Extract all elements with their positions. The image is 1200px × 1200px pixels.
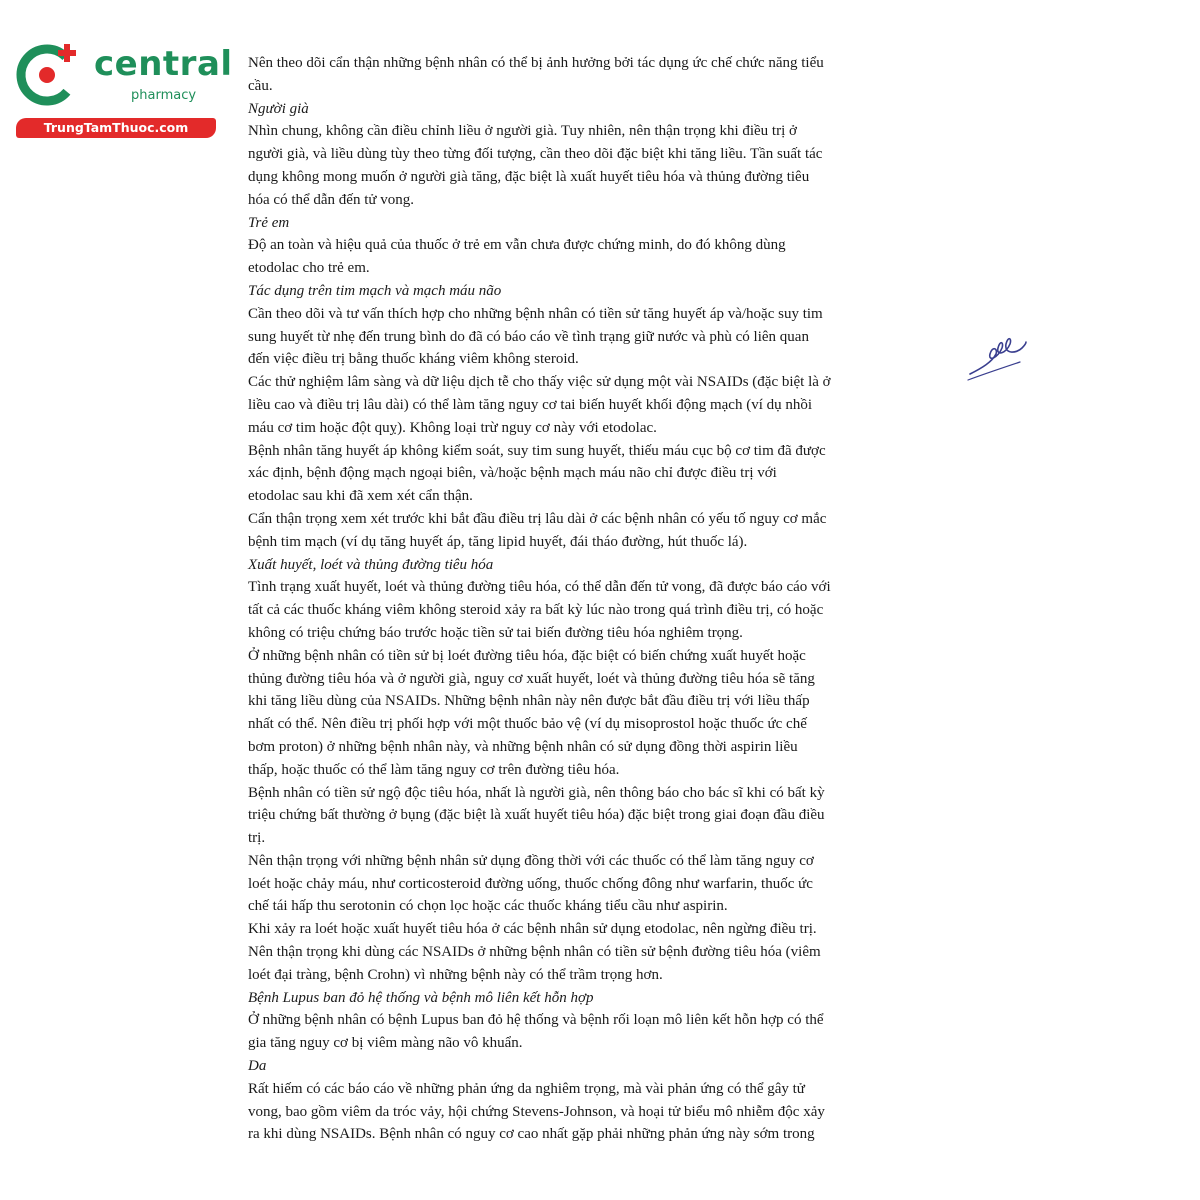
handwritten-signature: [962, 324, 1030, 384]
paragraph-line: Ở những bệnh nhân có bệnh Lupus ban đỏ hệ thống và bệnh rối loạn mô liên kết hỗn hợp có thể: [248, 1012, 824, 1029]
paragraph-line: ra khi dùng NSAIDs. Bệnh nhân có nguy cơ cao nhất gặp phải những phản ứng này sớm trong: [248, 1126, 815, 1143]
paragraph-line: chế tái hấp thu serotonin có chọn lọc hoặc các thuốc kháng tiểu cầu như aspirin.: [248, 898, 728, 915]
paragraph-line: liều cao và điều trị lâu dài) có thể làm tăng nguy cơ tai biến huyết khối động mạch (ví dụ nhồi: [248, 396, 813, 413]
central-pharmacy-logo[interactable]: [10, 38, 233, 138]
document-text: [248, 52, 970, 1146]
paragraph-line: Khi xảy ra loét hoặc xuất huyết tiêu hóa ở các bệnh nhân sử dụng etodolac, nên ngừng điều trị.: [248, 921, 817, 938]
paragraph-line: Nhìn chung, không cần điều chỉnh liều ở người già. Tuy nhiên, nên thận trọng khi điều trị ở: [248, 123, 797, 140]
paragraph-line: etodolac sau khi đã xem xét cẩn thận.: [248, 488, 473, 505]
paragraph-line: người già, và liều dùng tùy theo từng đối tượng, cần theo dõi đặc biệt khi tăng liều. Tần suất tác: [248, 146, 823, 163]
paragraph-line: nhất có thể. Nên điều trị phối hợp với một thuốc bảo vệ (ví dụ misoprostol hoặc thuốc ức chế: [248, 716, 807, 733]
section-heading: Xuất huyết, loét và thủng đường tiêu hóa: [248, 556, 494, 573]
paragraph-line: Nên thận trọng với những bệnh nhân sử dụng đồng thời với các thuốc có thể làm tăng nguy cơ: [248, 852, 814, 869]
paragraph-line: Rất hiếm có các báo cáo về những phản ứng da nghiêm trọng, mà vài phản ứng có thể gây tử: [248, 1080, 805, 1097]
paragraph-line: trị.: [248, 830, 266, 847]
paragraph-line: thấp, hoặc thuốc có thể làm tăng nguy cơ trên đường tiêu hóa.: [248, 761, 620, 778]
section-heading: Người già: [248, 100, 309, 117]
logo-sub-text: pharmacy: [131, 88, 197, 103]
paragraph-line: Cần theo dõi và tư vấn thích hợp cho những bệnh nhân có tiền sử tăng huyết áp và/hoặc suy tim: [248, 305, 823, 322]
paragraph-line: loét hoặc chảy máu, như corticosteroid đường uống, thuốc chống đông như warfarin, thuốc ức: [248, 875, 813, 892]
paragraph-line: Tình trạng xuất huyết, loét và thủng đường tiêu hóa, có thể dẫn đến tử vong, đã được báo cáo với: [248, 579, 831, 596]
paragraph-line: Các thử nghiệm lâm sàng và dữ liệu dịch tễ cho thấy việc sử dụng một vài NSAIDs (đặc biệt là ở: [248, 374, 831, 391]
paragraph-line: Nên theo dõi cẩn thận những bệnh nhân có thể bị ảnh hưởng bởi tác dụng ức chế chức năng tiểu: [248, 55, 824, 71]
paragraph-line: tất cả các thuốc kháng viêm không steroid xảy ra bất kỳ lúc nào trong quá trình điều trị, có hoặc: [248, 602, 824, 619]
paragraph-line: etodolac cho trẻ em.: [248, 260, 370, 277]
paragraph-line: cầu.: [248, 77, 273, 94]
paragraph-line: khi tăng liều dùng của NSAIDs. Những bệnh nhân này nên được bắt đầu điều trị với liều thấp: [248, 693, 810, 710]
paragraph-line: đến việc điều trị bằng thuốc kháng viêm không steroid.: [248, 351, 579, 368]
paragraph-line: Ở những bệnh nhân có tiền sử bị loét đường tiêu hóa, đặc biệt có biến chứng xuất huyết hoặc: [248, 647, 806, 664]
paragraph-line: Cẩn thận trọng xem xét trước khi bắt đầu điều trị lâu dài ở các bệnh nhân có yếu tố nguy cơ mắc: [248, 510, 827, 527]
paragraph-line: sung huyết từ nhẹ đến trung bình do đã có báo cáo về tình trạng giữ nước và phù có liên quan: [248, 328, 809, 345]
paragraph-line: dụng không mong muốn ở người già tăng, đặc biệt là xuất huyết tiêu hóa và thủng đường tiêu: [248, 168, 810, 185]
pharmacy-cross-icon: [12, 38, 82, 108]
logo-brand-text: central: [94, 44, 233, 84]
paragraph-line: triệu chứng bất thường ở bụng (đặc biệt là xuất huyết tiêu hóa) đặc biệt trong giai đoạn đầu điều: [248, 807, 825, 824]
paragraph-line: bệnh tim mạch (ví dụ tăng huyết áp, tăng lipid huyết, đái tháo đường, hút thuốc lá).: [248, 533, 748, 550]
section-heading: Trẻ em: [248, 214, 290, 231]
paragraph-line: thủng đường tiêu hóa và ở người già, nguy cơ xuất huyết, loét và thủng đường tiêu hóa sẽ tăng: [248, 670, 815, 687]
paragraph-line: Bệnh nhân tăng huyết áp không kiểm soát, suy tim sung huyết, thiếu máu cục bộ cơ tim đã được: [248, 442, 826, 459]
section-heading: Bệnh Lupus ban đỏ hệ thống và bệnh mô liên kết hỗn hợp: [248, 989, 594, 1006]
paragraph-line: Độ an toàn và hiệu quả của thuốc ở trẻ em vẫn chưa được chứng minh, do đó không dùng: [248, 237, 786, 254]
paragraph-line: hóa có thể dẫn đến tử vong.: [248, 191, 415, 208]
paragraph-line: Bệnh nhân có tiền sử ngộ độc tiêu hóa, nhất là người già, nên thông báo cho bác sĩ khi có bất kỳ: [248, 784, 825, 801]
logo-site-banner: TrungTamThuoc.com: [16, 118, 216, 138]
paragraph-line: không có triệu chứng báo trước hoặc tiền sử tai biến đường tiêu hóa nghiêm trọng.: [248, 624, 743, 641]
paragraph-line: Nên thận trọng khi dùng các NSAIDs ở những bệnh nhân có tiền sử bệnh đường tiêu hóa (viêm: [248, 944, 821, 961]
paragraph-line: gia tăng nguy cơ bị viêm màng não vô khuẩn.: [248, 1035, 523, 1052]
paragraph-line: loét đại tràng, bệnh Crohn) vì những bệnh này có thể trầm trọng hơn.: [248, 966, 663, 983]
paragraph-line: vong, bao gồm viêm da tróc vảy, hội chứng Stevens-Johnson, và hoại tử biểu mô nhiễm độc xảy: [248, 1103, 825, 1120]
paragraph-line: bơm proton) ở những bệnh nhân này, và những bệnh nhân có sử dụng đồng thời aspirin liều: [248, 738, 798, 755]
paragraph-line: xác định, bệnh động mạch ngoại biên, và/hoặc bệnh mạch máu não chỉ được điều trị với: [248, 465, 777, 482]
paragraph-line: máu cơ tim hoặc đột quỵ). Không loại trừ nguy cơ này với etodolac.: [248, 419, 657, 436]
section-heading: Da: [248, 1058, 267, 1075]
section-heading: Tác dụng trên tim mạch và mạch máu não: [248, 282, 502, 299]
